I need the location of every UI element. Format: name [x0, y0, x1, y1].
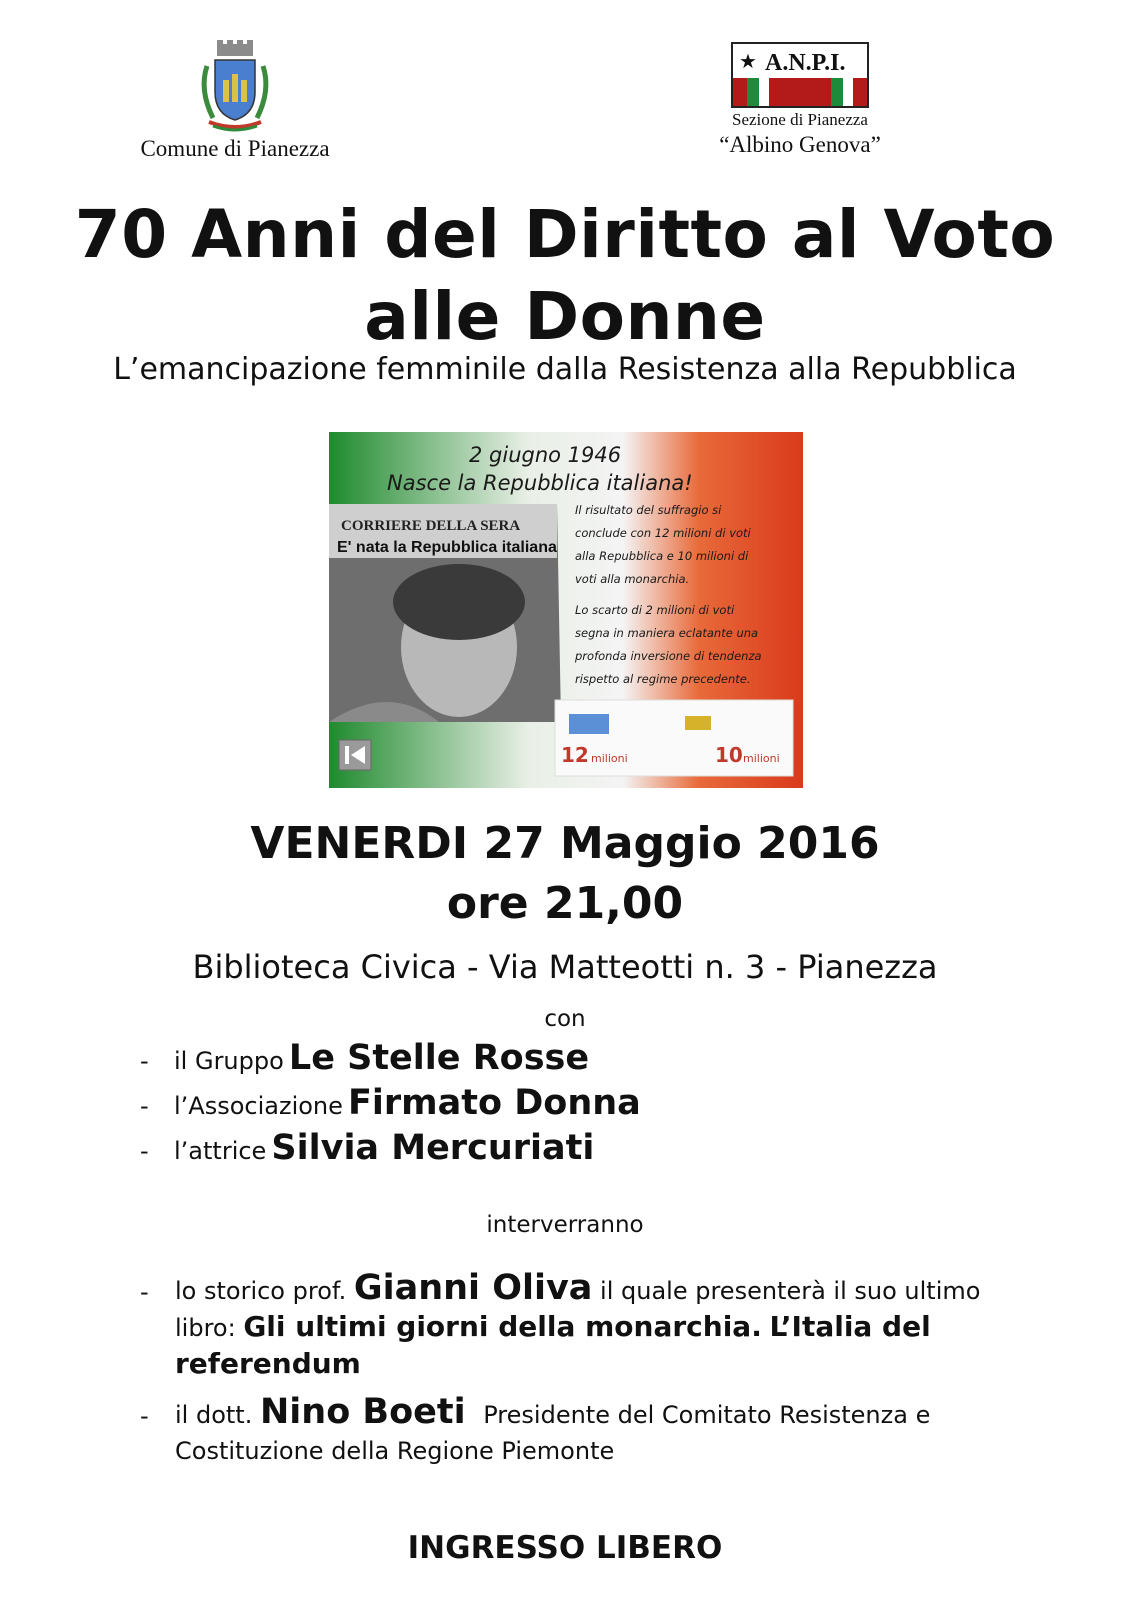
- image-heading-2: Nasce la Repubblica italiana!: [387, 471, 693, 495]
- participant-prefix: l’Associazione: [174, 1092, 343, 1120]
- participant-item: [140, 1038, 589, 1078]
- image-text-2-line: rispetto al regime precedente.: [575, 672, 751, 686]
- anpi-section-name: “Albino Genova”: [719, 132, 881, 157]
- count-republic: 12: [561, 743, 589, 767]
- svg-text:★: ★: [739, 51, 757, 73]
- participant-name: Le Stelle Rosse: [288, 1038, 590, 1078]
- participant-item: [140, 1083, 641, 1123]
- title-line-2: alle Donne: [364, 278, 766, 355]
- participant-name: Firmato Donna: [348, 1083, 641, 1123]
- anpi-section: Sezione di Pianezza: [732, 110, 868, 129]
- list-dash: -: [140, 1278, 149, 1306]
- anpi-flag-icon: [731, 42, 869, 108]
- speaker-oliva: [175, 1270, 995, 1383]
- participant-prefix: l’attrice: [174, 1137, 267, 1165]
- speaker-description-cont: Costituzione della Regione Piemonte: [175, 1437, 615, 1465]
- event-time: ore 21,00: [446, 878, 684, 929]
- speaker-prefix: il dott.: [175, 1401, 253, 1429]
- participant-prefix: il Gruppo: [174, 1047, 284, 1075]
- book-subtitle: L’Italia del: [769, 1310, 931, 1343]
- event-venue: Biblioteca Civica - Via Matteotti n. 3 - Pianezza: [192, 948, 938, 986]
- list-dash: -: [140, 1402, 149, 1430]
- image-text-2-line: Lo scarto di 2 milioni di voti: [575, 603, 735, 617]
- speaker-description: il quale presenterà il suo ultimo: [600, 1277, 981, 1305]
- anpi-logo-text: A.N.P.I.: [765, 50, 846, 76]
- image-text-1-line: Il risultato del suffragio si: [575, 503, 722, 517]
- comune-name: Comune di Pianezza: [140, 136, 330, 161]
- list-dash: -: [140, 1092, 149, 1120]
- speaker-boeti: [175, 1394, 995, 1469]
- skip-back-icon: [345, 746, 349, 764]
- image-text-2-line: segna in maniera eclatante una: [575, 626, 759, 640]
- newspaper-headline: E' nata la Repubblica italiana: [337, 539, 557, 556]
- book-title: Gli ultimi giorni della monarchia: [243, 1310, 752, 1343]
- image-text-1-line: alla Repubblica e 10 milioni di: [575, 549, 749, 563]
- participant-item: [140, 1128, 594, 1168]
- count-monarchy-unit: milioni: [743, 752, 780, 765]
- referendum-image: [329, 432, 803, 788]
- newspaper-name: CORRIERE DELLA SERA: [341, 518, 521, 534]
- list-dash: -: [140, 1137, 149, 1165]
- anpi-logo: [700, 42, 900, 172]
- count-monarchy: 10: [715, 743, 743, 767]
- free-entry-notice: INGRESSO LIBERO: [407, 1530, 723, 1566]
- subtitle: L’emancipazione femminile dalla Resistenza alla Repubblica: [113, 352, 1017, 387]
- speaker-name: Nino Boeti: [259, 1392, 466, 1432]
- book-title-period: .: [751, 1310, 762, 1343]
- page-title: [0, 194, 1130, 358]
- book-label: libro:: [175, 1314, 236, 1342]
- comune-di-pianezza-logo: [120, 40, 350, 170]
- speaker-description: Presidente del Comitato Resistenza e: [483, 1401, 931, 1429]
- interverranno-label: interverranno: [486, 1212, 644, 1238]
- list-dash: -: [140, 1047, 149, 1075]
- image-text-1-line: conclude con 12 milioni di voti: [575, 526, 751, 540]
- event-date: VENERDI 27 Maggio 2016: [250, 818, 880, 869]
- book-subtitle-end: referendum: [175, 1347, 361, 1380]
- speaker-prefix: lo storico prof.: [175, 1277, 347, 1305]
- image-text-2-line: profonda inversione di tendenza: [575, 649, 762, 663]
- con-label: con: [544, 1006, 586, 1032]
- title-line-1: 70 Anni del Diritto al Voto: [74, 196, 1056, 273]
- coat-of-arms-icon: [195, 40, 275, 132]
- speaker-name: Gianni Oliva: [353, 1268, 593, 1308]
- image-heading-1: 2 giugno 1946: [469, 443, 622, 467]
- participant-name: Silvia Mercuriati: [271, 1128, 595, 1168]
- image-text-1-line: voti alla monarchia.: [575, 572, 690, 586]
- count-republic-unit: milioni: [591, 752, 628, 765]
